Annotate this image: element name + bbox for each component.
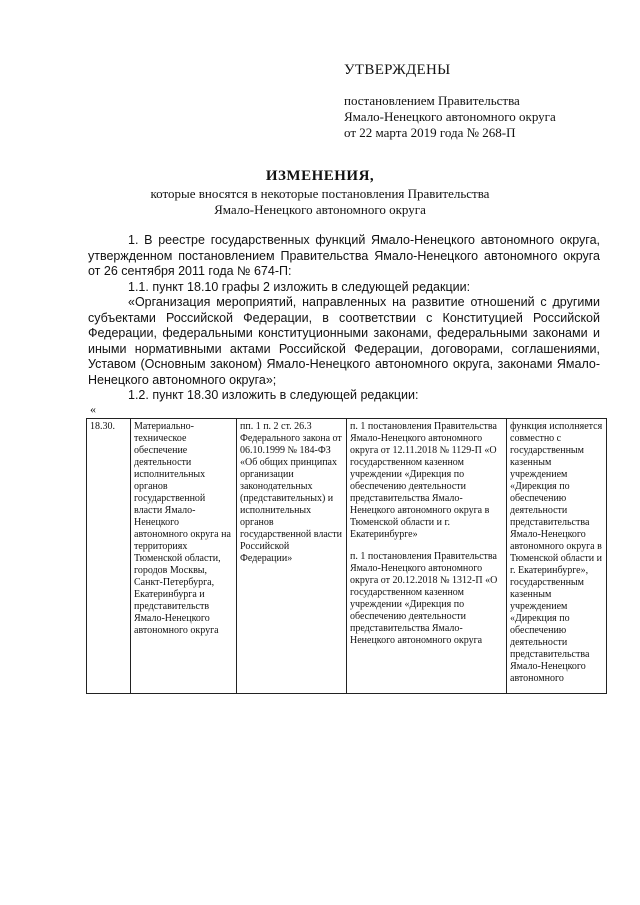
approved-heading: УТВЕРЖДЕНЫ xyxy=(344,62,451,78)
cell-regulations xyxy=(347,419,507,694)
document-title: ИЗМЕНЕНИЯ, xyxy=(265,168,375,184)
paragraph-1: 1. В реестре государственных функций Ямало-Ненецкого автономного округа, утвержденном постановлением Правительства Ямало-Ненецкого автономного округа от 26 сентября 2011 года № 674-П: xyxy=(88,233,600,278)
cell-number: 18.30. xyxy=(87,419,131,694)
amendment-table xyxy=(86,418,607,694)
body-text xyxy=(88,233,600,404)
subtitle-line: которые вносятся в некоторые постановления Правительства xyxy=(150,186,490,201)
paragraph-1-2: 1.2. пункт 18.30 изложить в следующей редакции: xyxy=(128,388,419,402)
regulation-entry: п. 1 постановления Правительства Ямало-Ненецкого автономного округа от 12.11.2018 № 1129-П «О государственном казенном учреждении «Дирекция по обеспечению деятельности представительства Ямало-Ненецкого автономного округа в Тюменской области и г. Екатеринбурге» xyxy=(350,421,497,540)
subtitle-line: Ямало-Ненецкого автономного округа xyxy=(214,202,426,217)
regulation-entry: п. 1 постановления Правительства Ямало-Ненецкого автономного округа от 20.12.2018 № 1312-П «О государственном казенном учреждении «Дирекция по обеспечению деятельности представительства Ямало-Ненецкого автономного округа xyxy=(350,551,498,646)
document-subtitle xyxy=(0,186,640,218)
approval-line: постановлением Правительства xyxy=(344,93,520,108)
cell-notes: функция исполняется совместно с государственным казенным учреждением «Дирекция по обеспечению деятельности представительства Ямало-Ненецкого автономного округа в Тюменской области и г. Екатеринбурге», государственным казенным учреждением «Дирекция по обеспечению деятельности представительства Ямало-Ненецкого автономного xyxy=(507,419,607,694)
quote-open-mark: « xyxy=(90,402,96,416)
approval-block xyxy=(344,93,556,141)
paragraph-1-1: 1.1. пункт 18.10 графы 2 изложить в следующей редакции: xyxy=(128,279,471,294)
approval-line: Ямало-Ненецкого автономного округа xyxy=(344,109,556,124)
paragraph-1-1-quote: «Организация мероприятий, направленных на развитие отношений с другими субъектами Российской Федерации, в соответствии с Конституцией Российской Федерации, федеральными конституционными законами, федеральными законами и иными нормативными актами Российской Федерации, договорами, соглашениями, Уставом (Основным законом) Ямало-Ненецкого автономного округа, законами Ямало-Ненецкого автономного округа»; xyxy=(88,295,600,387)
cell-legal-basis: пп. 1 п. 2 ст. 26.3 Федерального закона от 06.10.1999 № 184-ФЗ «Об общих принципах организации законодательных (представительных) и исполнительных органов государственной власти Российской Федерации» xyxy=(237,419,347,694)
approval-line: от 22 марта 2019 года № 268-П xyxy=(344,125,516,140)
table-row xyxy=(87,419,607,694)
cell-function: Материально-техническое обеспечение деятельности исполнительных органов государственной власти Ямало-Ненецкого автономного округа на территориях Тюменской области, городов Москвы, Санкт-Петербурга, Екатеринбурга и представительств Ямало-Ненецкого автономного округа xyxy=(131,419,237,694)
